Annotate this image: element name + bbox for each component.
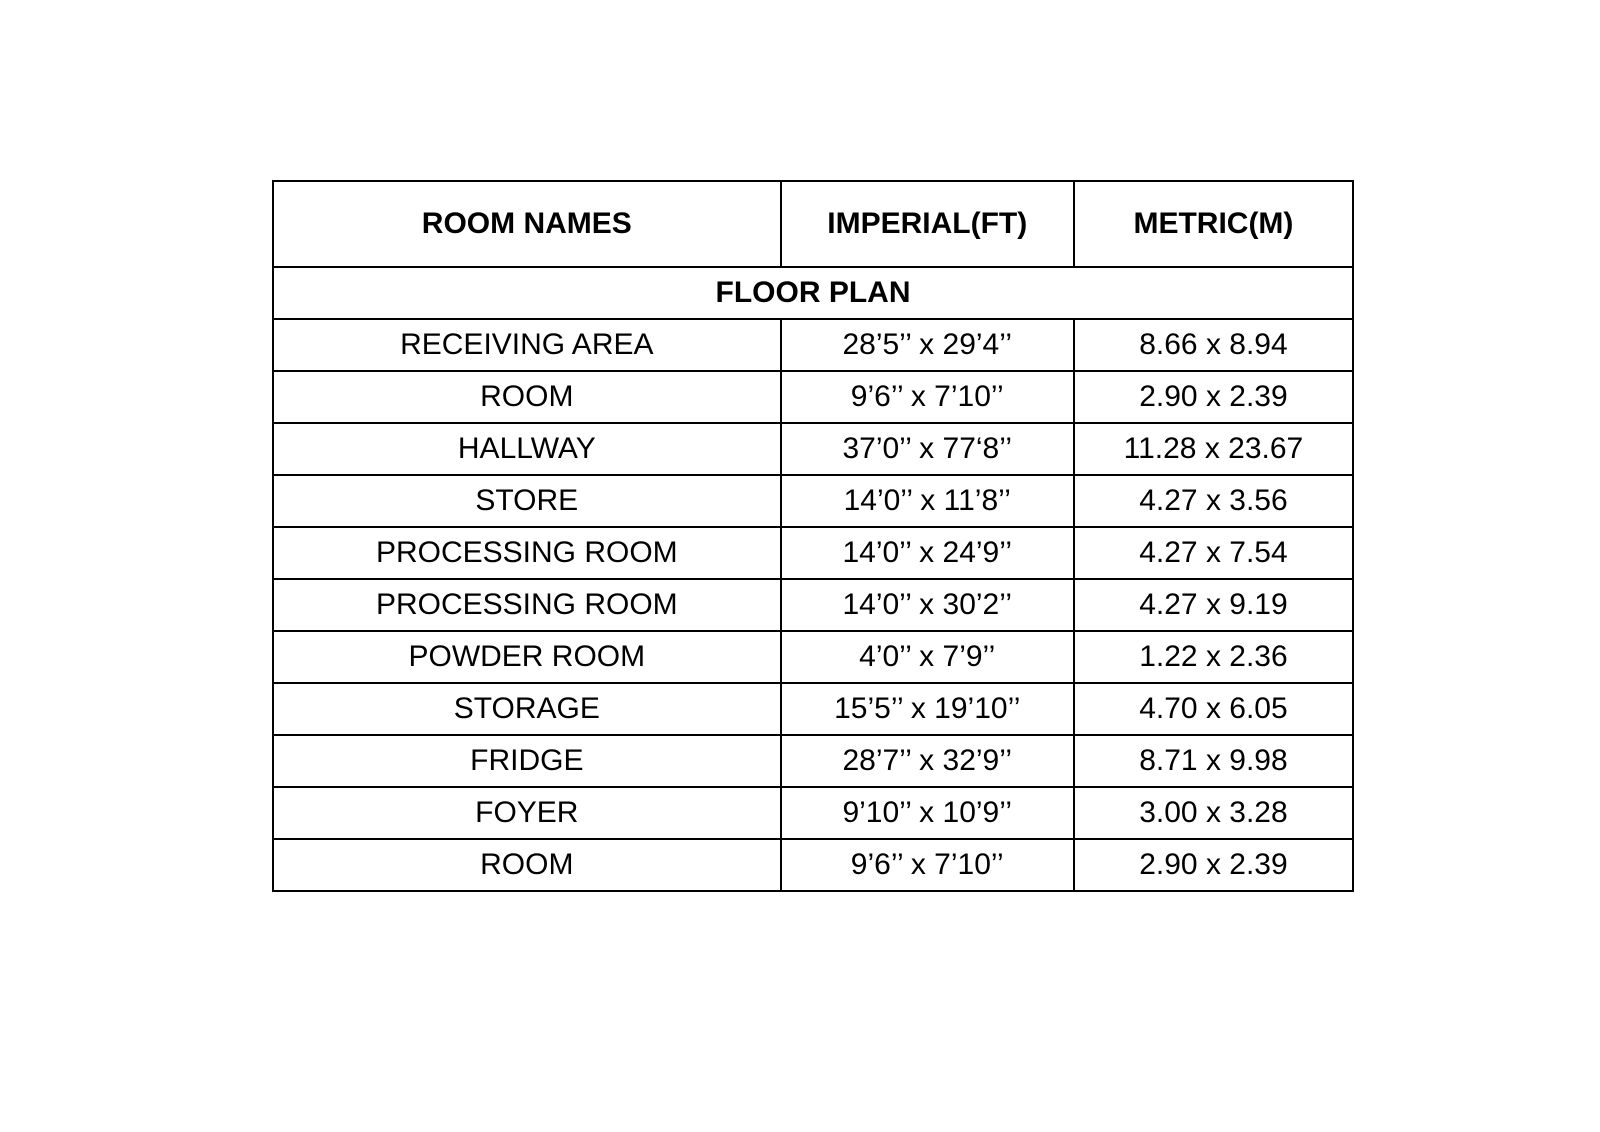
metric-cell: 11.28 x 23.67 bbox=[1074, 423, 1353, 475]
imperial-cell: 9’6’’ x 7’10’’ bbox=[781, 839, 1074, 891]
table-row bbox=[273, 735, 1353, 787]
room-name-cell: PROCESSING ROOM bbox=[273, 579, 781, 631]
room-name-cell: PROCESSING ROOM bbox=[273, 527, 781, 579]
imperial-cell: 28’5’’ x 29’4’’ bbox=[781, 319, 1074, 371]
table-row bbox=[273, 579, 1353, 631]
imperial-cell: 9’10’’ x 10’9’’ bbox=[781, 787, 1074, 839]
header-imperial: IMPERIAL(FT) bbox=[781, 181, 1074, 267]
imperial-cell: 4’0’’ x 7’9’’ bbox=[781, 631, 1074, 683]
room-name-cell: STORE bbox=[273, 475, 781, 527]
imperial-cell: 14’0’’ x 24’9’’ bbox=[781, 527, 1074, 579]
room-name-cell: POWDER ROOM bbox=[273, 631, 781, 683]
metric-cell: 3.00 x 3.28 bbox=[1074, 787, 1353, 839]
room-name-cell: RECEIVING AREA bbox=[273, 319, 781, 371]
section-row bbox=[273, 267, 1353, 319]
room-name-cell: ROOM bbox=[273, 371, 781, 423]
metric-cell: 8.66 x 8.94 bbox=[1074, 319, 1353, 371]
imperial-cell: 14’0’’ x 30’2’’ bbox=[781, 579, 1074, 631]
room-name-cell: ROOM bbox=[273, 839, 781, 891]
table-row bbox=[273, 631, 1353, 683]
table-row bbox=[273, 527, 1353, 579]
room-name-cell: STORAGE bbox=[273, 683, 781, 735]
room-name-cell: FOYER bbox=[273, 787, 781, 839]
table-row bbox=[273, 683, 1353, 735]
header-metric: METRIC(M) bbox=[1074, 181, 1353, 267]
room-dimensions-table bbox=[272, 180, 1354, 892]
metric-cell: 4.27 x 7.54 bbox=[1074, 527, 1353, 579]
header-room-names: ROOM NAMES bbox=[273, 181, 781, 267]
room-name-cell: FRIDGE bbox=[273, 735, 781, 787]
metric-cell: 1.22 x 2.36 bbox=[1074, 631, 1353, 683]
table-row bbox=[273, 475, 1353, 527]
table-row bbox=[273, 787, 1353, 839]
table-row bbox=[273, 423, 1353, 475]
section-title: FLOOR PLAN bbox=[273, 267, 1353, 319]
table-header-row bbox=[273, 181, 1353, 267]
metric-cell: 2.90 x 2.39 bbox=[1074, 839, 1353, 891]
metric-cell: 8.71 x 9.98 bbox=[1074, 735, 1353, 787]
table-row bbox=[273, 371, 1353, 423]
imperial-cell: 15’5’’ x 19’10’’ bbox=[781, 683, 1074, 735]
room-name-cell: HALLWAY bbox=[273, 423, 781, 475]
imperial-cell: 37’0’’ x 77‘8’’ bbox=[781, 423, 1074, 475]
metric-cell: 4.27 x 3.56 bbox=[1074, 475, 1353, 527]
imperial-cell: 28’7’’ x 32’9’’ bbox=[781, 735, 1074, 787]
metric-cell: 4.70 x 6.05 bbox=[1074, 683, 1353, 735]
table-row bbox=[273, 839, 1353, 891]
imperial-cell: 9’6’’ x 7’10’’ bbox=[781, 371, 1074, 423]
table-row bbox=[273, 319, 1353, 371]
imperial-cell: 14’0’’ x 11’8’’ bbox=[781, 475, 1074, 527]
metric-cell: 2.90 x 2.39 bbox=[1074, 371, 1353, 423]
metric-cell: 4.27 x 9.19 bbox=[1074, 579, 1353, 631]
